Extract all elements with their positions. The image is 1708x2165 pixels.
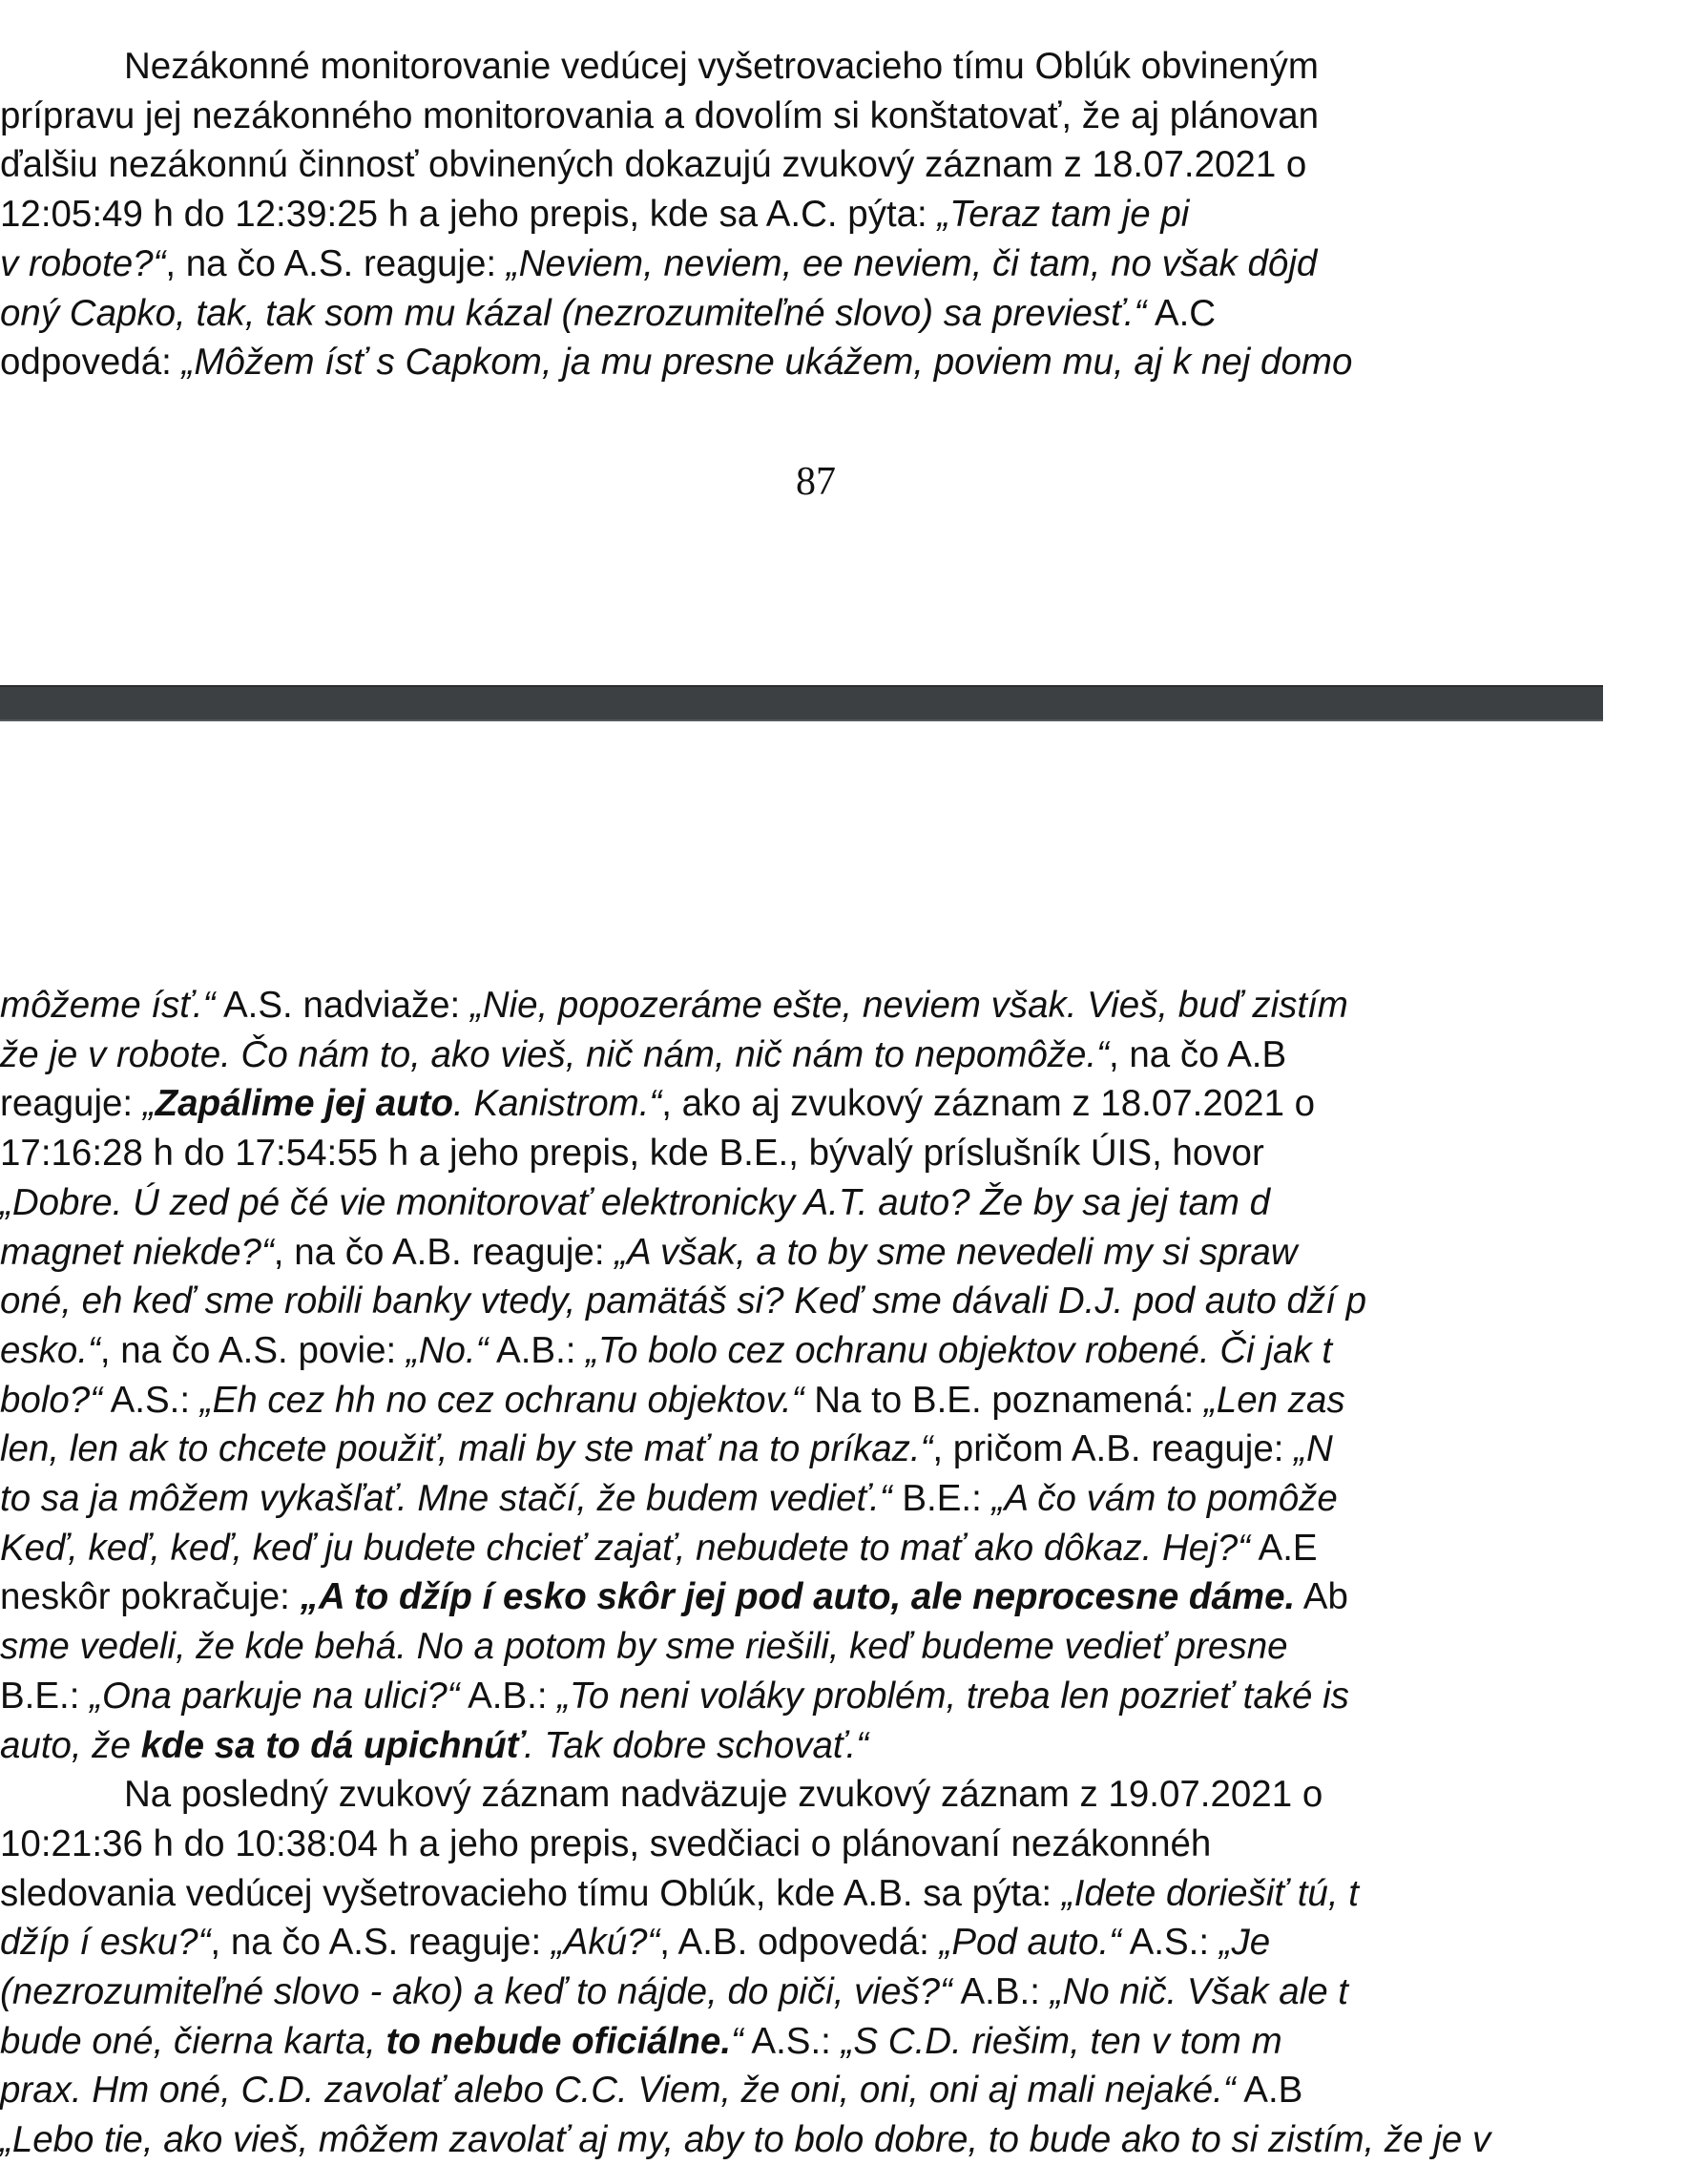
paragraph-monitoring xyxy=(0,42,1708,387)
page-separator xyxy=(0,685,1603,721)
text-line: (nezrozumiteľné slovo - ako) a keď to nájde, do piči, vieš?“ A.B.: „No nič. Však ale t xyxy=(0,1971,1348,2013)
text-line: magnet niekde?“, na čo A.B. reaguje: „A však, a to by sme nevedeli my si spraw xyxy=(0,1231,1298,1273)
paragraph-transcript xyxy=(0,981,1708,2165)
page-number: 87 xyxy=(796,460,836,504)
text-line: B.E.: „Ona parkuje na ulici?“ A.B.: „To neni voláky problém, treba len pozrieť také is xyxy=(0,1675,1349,1717)
text-line: to sa ja môžem vykašľať. Mne stačí, že budem vedieť.“ B.E.: „A čo vám to pomôže xyxy=(0,1478,1338,1520)
text-line: auto, že kde sa to dá upichnúť. Tak dobre schovať.“ xyxy=(0,1724,869,1766)
text-line: Keď, keď, keď, keď ju budete chcieť zajať, nebudete to mať ako dôkaz. Hej?“ A.E xyxy=(0,1527,1318,1569)
text-line: 17:16:28 h do 17:54:55 h a jeho prepis, kde B.E., bývalý príslušník ÚIS, hovor xyxy=(0,1133,1264,1175)
text-line: len, len ak to chcete použiť, mali by ste mať na to príkaz.“, pričom A.B. reaguje: „N xyxy=(0,1428,1333,1470)
text-line: môžeme ísť.“ A.S. nadviaže: „Nie, popozeráme ešte, neviem však. Vieš, buď zistím xyxy=(0,985,1348,1026)
text-line: „Lebo tie, ako vieš, môžem zavolať aj my, aby to bolo dobre, to bude ako to si zistím, že je v xyxy=(0,2119,1491,2161)
text-line: odpovedá: „Môžem ísť s Capkom, ja mu presne ukážem, poviem mu, aj k nej domo xyxy=(0,342,1353,384)
text-line: 10:21:36 h do 10:38:04 h a jeho prepis, svedčiaci o plánovaní nezákonnéh xyxy=(0,1822,1212,1864)
text-line: Nezákonné monitorovanie vedúcej vyšetrovacieho tímu Oblúk obvineným xyxy=(124,46,1319,87)
text-line: sme vedeli, že kde behá. No a potom by sme riešili, keď budeme vedieť presne xyxy=(0,1626,1288,1668)
document-page-87 xyxy=(0,0,1603,685)
text-line: prípravu jej nezákonného monitorovania a dovolím si konštatovať, že aj plánovan xyxy=(0,94,1320,136)
text-line: že je v robote. Čo nám to, ako vieš, nič nám, nič nám to nepomôže.“, na čo A.B xyxy=(0,1033,1287,1075)
text-line: oný Capko, tak, tak som mu kázal (nezrozumiteľné slovo) sa previesť.“ A.C xyxy=(0,292,1217,334)
text-line: ďalšiu nezákonnú činnosť obvinených dokazujú zvukový záznam z 18.07.2021 o xyxy=(0,144,1307,186)
text-line: neskôr pokračuje: „A to džíp í esko skôr jej pod auto, ale neprocesne dáme. Ab xyxy=(0,1576,1348,1618)
document-page-88 xyxy=(0,721,1603,2161)
text-line: bude oné, čierna karta, to nebude oficiálne.“ A.S.: „S C.D. riešim, ten v tom m xyxy=(0,2020,1282,2062)
text-line: 12:05:49 h do 12:39:25 h a jeho prepis, kde sa A.C. pýta: „Teraz tam je pi xyxy=(0,194,1190,236)
text-line: esko.“, na čo A.S. povie: „No.“ A.B.: „To bolo cez ochranu objektov robené. Či jak t xyxy=(0,1329,1333,1371)
text-line: Na posledný zvukový záznam nadväzuje zvukový záznam z 19.07.2021 o xyxy=(124,1774,1323,1816)
text-line: oné, eh keď sme robili banky vtedy, pamätáš si? Keď sme dávali D.J. pod auto dží p xyxy=(0,1280,1367,1322)
text-line: sledovania vedúcej vyšetrovacieho tímu Oblúk, kde A.B. sa pýta: „Idete doriešiť tú, t xyxy=(0,1872,1359,1914)
text-line: v robote?“, na čo A.S. reaguje: „Neviem, neviem, ee neviem, či tam, no však dôjd xyxy=(0,242,1318,284)
text-line: džíp í esku?“, na čo A.S. reaguje: „Akú?“, A.B. odpovedá: „Pod auto.“ A.S.: „Je xyxy=(0,1922,1271,1964)
text-line: bolo?“ A.S.: „Eh cez hh no cez ochranu objektov.“ Na to B.E. poznamená: „Len zas xyxy=(0,1379,1345,1421)
text-line: „Dobre. Ú zed pé čé vie monitorovať elektronicky A.T. auto? Že by sa jej tam d xyxy=(0,1181,1271,1223)
text-line: prax. Hm oné, C.D. zavolať alebo C.C. Viem, že oni, oni, oni aj mali nejaké.“ A.B xyxy=(0,2070,1303,2112)
text-line: reaguje: „Zapálime jej auto. Kanistrom.“, ako aj zvukový záznam z 18.07.2021 o xyxy=(0,1083,1316,1125)
